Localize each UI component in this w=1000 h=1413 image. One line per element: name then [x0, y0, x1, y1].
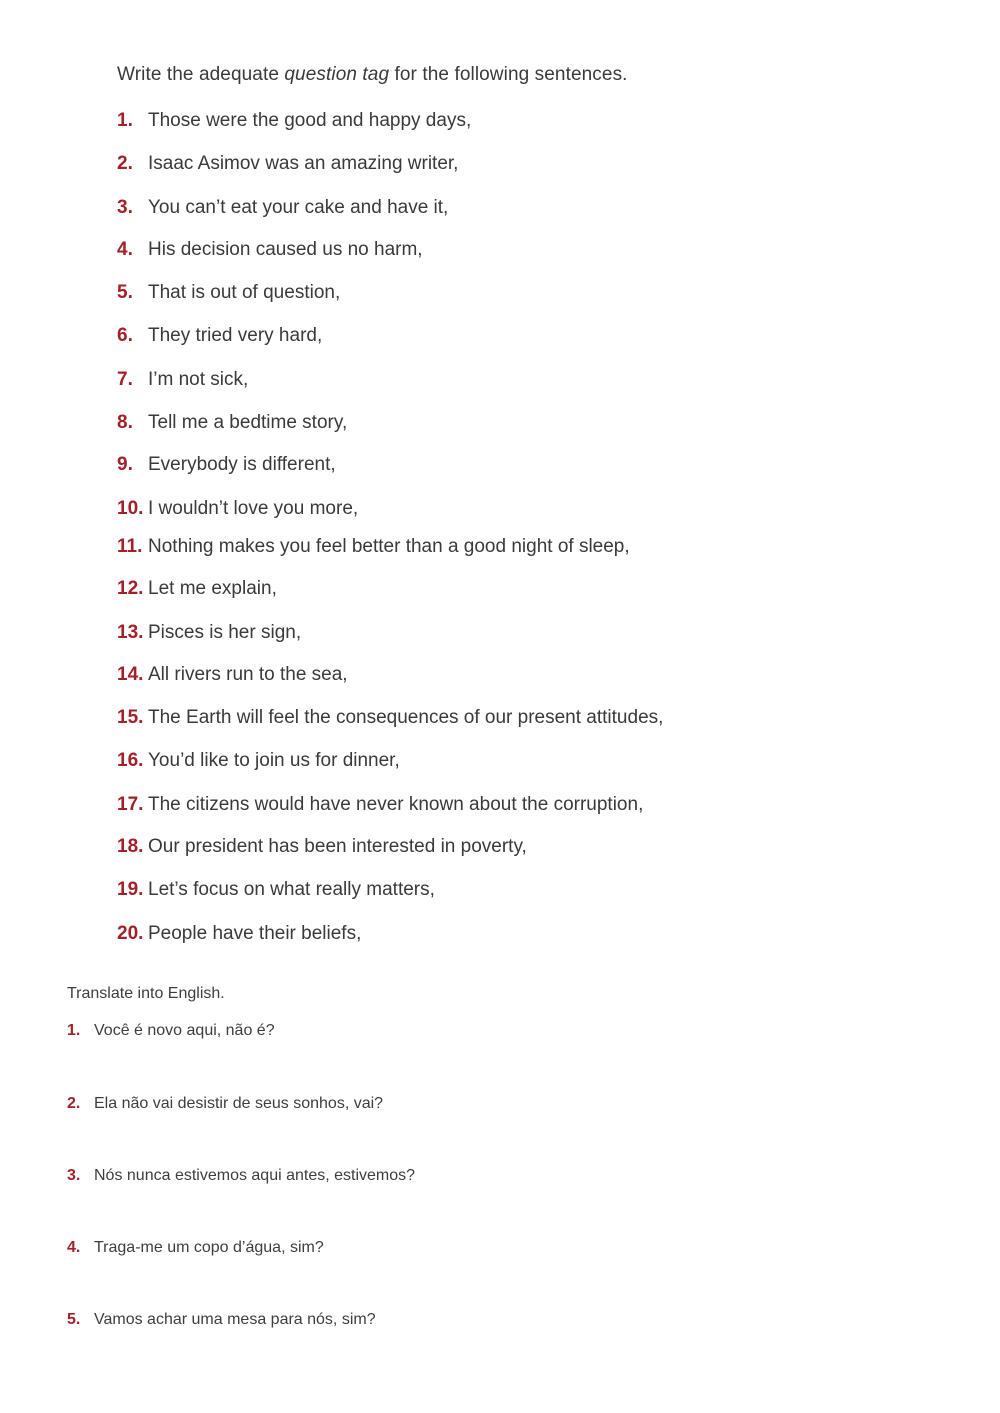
item-number: 7. — [117, 369, 133, 390]
item-text: Nós nunca estivemos aqui antes, estivemos? — [94, 1167, 416, 1184]
item-number: 17. — [117, 794, 144, 815]
exercise-2-instruction: Translate into English. — [67, 985, 225, 1002]
list-item — [117, 834, 527, 860]
list-item — [117, 496, 358, 522]
item-text: Traga-me um copo d’água, sim? — [94, 1239, 324, 1256]
item-number: 2. — [67, 1095, 81, 1112]
item-text: Those were the good and happy days, — [148, 110, 472, 131]
item-text: People have their beliefs, — [148, 923, 362, 944]
list-item — [117, 195, 448, 221]
list-item — [117, 237, 423, 263]
item-number: 16. — [117, 750, 144, 771]
item-number: 10. — [117, 498, 144, 519]
item-number: 1. — [67, 1022, 81, 1039]
item-number: 15. — [117, 707, 144, 728]
item-text: Let me explain, — [148, 578, 277, 599]
item-number: 8. — [117, 412, 133, 433]
item-text: Our president has been interested in poverty, — [148, 836, 527, 857]
item-text: Vamos achar uma mesa para nós, sim? — [94, 1311, 376, 1328]
list-item — [117, 877, 435, 903]
item-number: 3. — [117, 197, 133, 218]
item-text: Pisces is her sign, — [148, 622, 302, 643]
item-number: 13. — [117, 622, 144, 643]
list-item — [117, 576, 277, 602]
translation-item — [67, 1165, 415, 1187]
list-item — [117, 534, 630, 560]
item-text: The Earth will feel the consequences of our present attitudes, — [148, 707, 664, 728]
instruction-text: Write the adequate — [117, 64, 285, 85]
item-text: Você é novo aqui, não é? — [94, 1022, 275, 1039]
list-item — [117, 280, 340, 306]
item-number: 14. — [117, 664, 144, 685]
item-number: 4. — [117, 239, 133, 260]
item-text: I’m not sick, — [148, 369, 249, 390]
item-text: Isaac Asimov was an amazing writer, — [148, 153, 459, 174]
list-item — [117, 410, 347, 436]
item-text: I wouldn’t love you more, — [148, 498, 359, 519]
list-item — [117, 367, 248, 393]
item-number: 6. — [117, 325, 133, 346]
exercise-1-instruction — [117, 64, 628, 86]
translation-item — [67, 1093, 383, 1115]
item-text: His decision caused us no harm, — [148, 239, 423, 260]
item-text: You’d like to join us for dinner, — [148, 750, 400, 771]
list-item — [117, 705, 663, 731]
item-number: 5. — [67, 1311, 81, 1328]
list-item — [117, 108, 471, 134]
item-text: You can’t eat your cake and have it, — [148, 197, 449, 218]
item-number: 20. — [117, 923, 144, 944]
item-text: Nothing makes you feel better than a good night of sleep, — [148, 536, 630, 557]
item-number: 11. — [117, 536, 143, 557]
list-item — [117, 662, 348, 688]
translation-item — [67, 1309, 376, 1331]
list-item — [117, 620, 301, 646]
item-text: Let’s focus on what really matters, — [148, 879, 435, 900]
item-number: 19. — [117, 879, 144, 900]
item-number: 5. — [117, 282, 133, 303]
instruction-text-end: for the following sentences. — [389, 64, 628, 85]
item-text: They tried very hard, — [148, 325, 323, 346]
item-number: 1. — [117, 110, 133, 131]
item-text: Everybody is different, — [148, 454, 336, 475]
item-text: All rivers run to the sea, — [148, 664, 348, 685]
item-text: Tell me a bedtime story, — [148, 412, 348, 433]
item-number: 9. — [117, 454, 133, 475]
item-text: Ela não vai desistir de seus sonhos, vai? — [94, 1095, 384, 1112]
item-number: 18. — [117, 836, 144, 857]
list-item — [117, 792, 643, 818]
list-item — [117, 748, 400, 774]
item-number: 3. — [67, 1167, 81, 1184]
item-number: 12. — [117, 578, 144, 599]
list-item — [117, 151, 458, 177]
list-item — [117, 452, 336, 478]
instruction-emphasis: question tag — [284, 64, 390, 85]
item-text: The citizens would have never known about the corruption, — [148, 794, 644, 815]
list-item — [117, 323, 322, 349]
translation-item — [67, 1020, 275, 1042]
item-text: That is out of question, — [148, 282, 341, 303]
list-item — [117, 921, 361, 947]
item-number: 2. — [117, 153, 133, 174]
item-number: 4. — [67, 1239, 81, 1256]
translation-item — [67, 1237, 324, 1259]
